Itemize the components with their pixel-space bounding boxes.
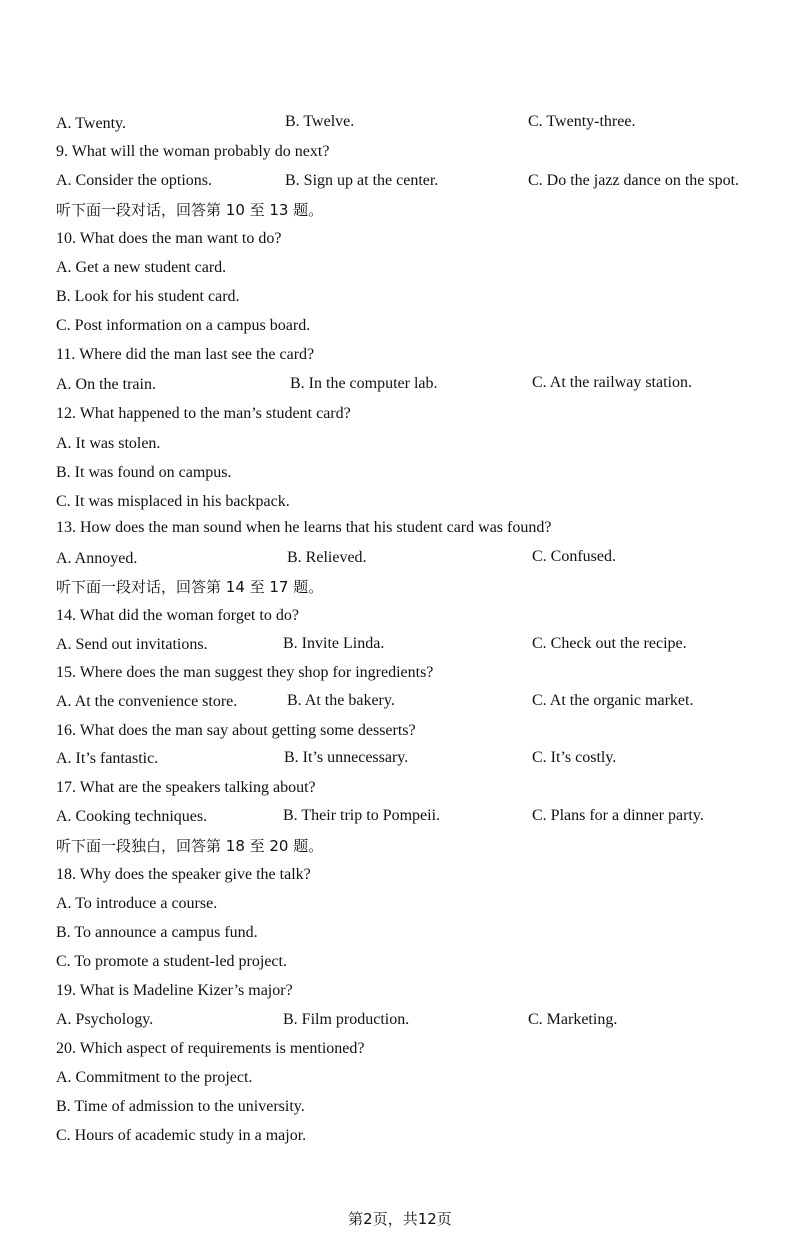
q8-option-a: A. Twenty. — [56, 115, 126, 132]
q11-question: 11. Where did the man last see the card? — [56, 346, 315, 363]
q17-option-c: C. Plans for a dinner party. — [532, 807, 704, 824]
q8-option-c: C. Twenty-three. — [528, 113, 636, 130]
q18-question: 18. Why does the speaker give the talk? — [56, 866, 311, 883]
q13-question: 13. How does the man sound when he learns that his student card was found? — [56, 519, 552, 536]
q9-question: 9. What will the woman probably do next? — [56, 143, 330, 160]
section-heading-18-20: 听下面一段独白，回答第 18 至 20 题。 — [56, 837, 324, 855]
q10-option-c: C. Post information on a campus board. — [56, 317, 311, 334]
q19-option-c: C. Marketing. — [528, 1011, 618, 1028]
q20-question: 20. Which aspect of requirements is mentioned? — [56, 1040, 365, 1057]
q14-option-a: A. Send out invitations. — [56, 636, 208, 653]
q13-option-a: A. Annoyed. — [56, 550, 138, 567]
q14-option-c: C. Check out the recipe. — [532, 635, 687, 652]
q16-question: 16. What does the man say about getting some desserts? — [56, 722, 416, 739]
q20-option-b: B. Time of admission to the university. — [56, 1098, 305, 1115]
section-heading-10-13: 听下面一段对话，回答第 10 至 13 题。 — [56, 201, 324, 219]
q15-option-b: B. At the bakery. — [287, 692, 395, 709]
page-number-footer: 第2页，共12页 — [348, 1210, 452, 1228]
q12-option-c: C. It was misplaced in his backpack. — [56, 493, 290, 510]
q9-option-c: C. Do the jazz dance on the spot. — [528, 172, 740, 189]
q11-option-a: A. On the train. — [56, 376, 156, 393]
q9-option-b: B. Sign up at the center. — [285, 172, 439, 189]
q19-option-a: A. Psychology. — [56, 1011, 154, 1028]
q12-option-b: B. It was found on campus. — [56, 464, 232, 481]
q13-option-b: B. Relieved. — [287, 549, 367, 566]
q20-option-c: C. Hours of academic study in a major. — [56, 1127, 307, 1144]
q10-option-a: A. Get a new student card. — [56, 259, 227, 276]
q16-option-b: B. It’s unnecessary. — [284, 749, 409, 766]
q17-option-a: A. Cooking techniques. — [56, 808, 208, 825]
q18-option-b: B. To announce a campus fund. — [56, 924, 258, 941]
q13-option-c: C. Confused. — [532, 548, 616, 565]
q12-question: 12. What happened to the man’s student card? — [56, 405, 351, 422]
q19-option-b: B. Film production. — [283, 1011, 410, 1028]
q11-option-b: B. In the computer lab. — [290, 375, 438, 392]
q12-option-a: A. It was stolen. — [56, 435, 161, 452]
q14-question: 14. What did the woman forget to do? — [56, 607, 299, 624]
q10-question: 10. What does the man want to do? — [56, 230, 282, 247]
q10-option-b: B. Look for his student card. — [56, 288, 240, 305]
q8-option-b: B. Twelve. — [285, 113, 355, 130]
q11-option-c: C. At the railway station. — [532, 374, 692, 391]
q17-question: 17. What are the speakers talking about? — [56, 779, 316, 796]
q19-question: 19. What is Madeline Kizer’s major? — [56, 982, 293, 999]
q15-option-c: C. At the organic market. — [532, 692, 694, 709]
q18-option-a: A. To introduce a course. — [56, 895, 218, 912]
q20-option-a: A. Commitment to the project. — [56, 1069, 253, 1086]
section-heading-14-17: 听下面一段对话，回答第 14 至 17 题。 — [56, 578, 324, 596]
q9-option-a: A. Consider the options. — [56, 172, 212, 189]
q16-option-a: A. It’s fantastic. — [56, 750, 159, 767]
q15-option-a: A. At the convenience store. — [56, 693, 238, 710]
q18-option-c: C. To promote a student-led project. — [56, 953, 287, 970]
q15-question: 15. Where does the man suggest they shop for ingredients? — [56, 664, 434, 681]
q16-option-c: C. It’s costly. — [532, 749, 617, 766]
q17-option-b: B. Their trip to Pompeii. — [283, 807, 441, 824]
q14-option-b: B. Invite Linda. — [283, 635, 385, 652]
